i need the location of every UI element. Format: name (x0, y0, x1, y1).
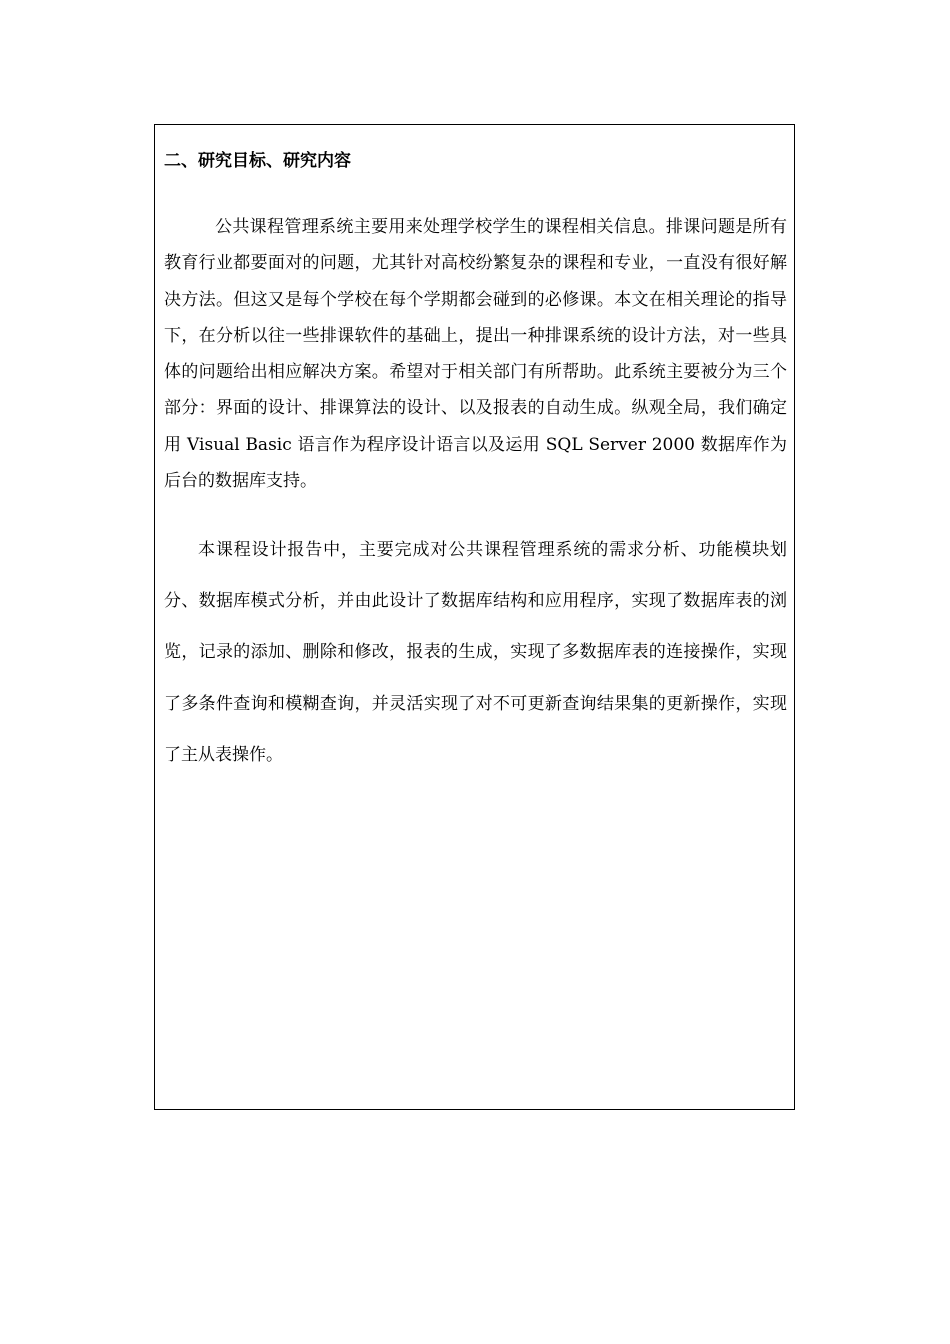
paragraph-overview: 公共课程管理系统主要用来处理学校学生的课程相关信息。排课问题是所有教育行业都要面对的问题，尤其针对高校纷繁复杂的课程和专业，一直没有很好解决方法。但这又是每个学校在每个学期都会碰到的必修课。本文在相关理论的指导下，在分析以往一些排课软件的基础上，提出一种排课系统的设计方法，对一些具体的问题给出相应解决方案。希望对于相关部门有所帮助。此系统主要被分为三个部分：界面的设计、排课算法的设计、以及报表的自动生成。纵观全局，我们确定用 Visual Basic 语言作为程序设计语言以及运用 SQL Server 2000 数据库作为后台的数据库支持。 (164, 217, 787, 492)
paragraph-report-content: 本课程设计报告中，主要完成对公共课程管理系统的需求分析、功能模块划分、数据库模式分析，并由此设计了数据库结构和应用程序，实现了数据库表的浏览，记录的添加、删除和修改，报表的生成，实现了多数据库表的连接操作，实现了多条件查询和模糊查询，并灵活实现了对不可更新查询结果集的更新操作，实现了主从表操作。 (164, 540, 787, 765)
table-cell-frame (154, 124, 795, 1110)
section-heading: 二、研究目标、研究内容 (164, 151, 351, 171)
